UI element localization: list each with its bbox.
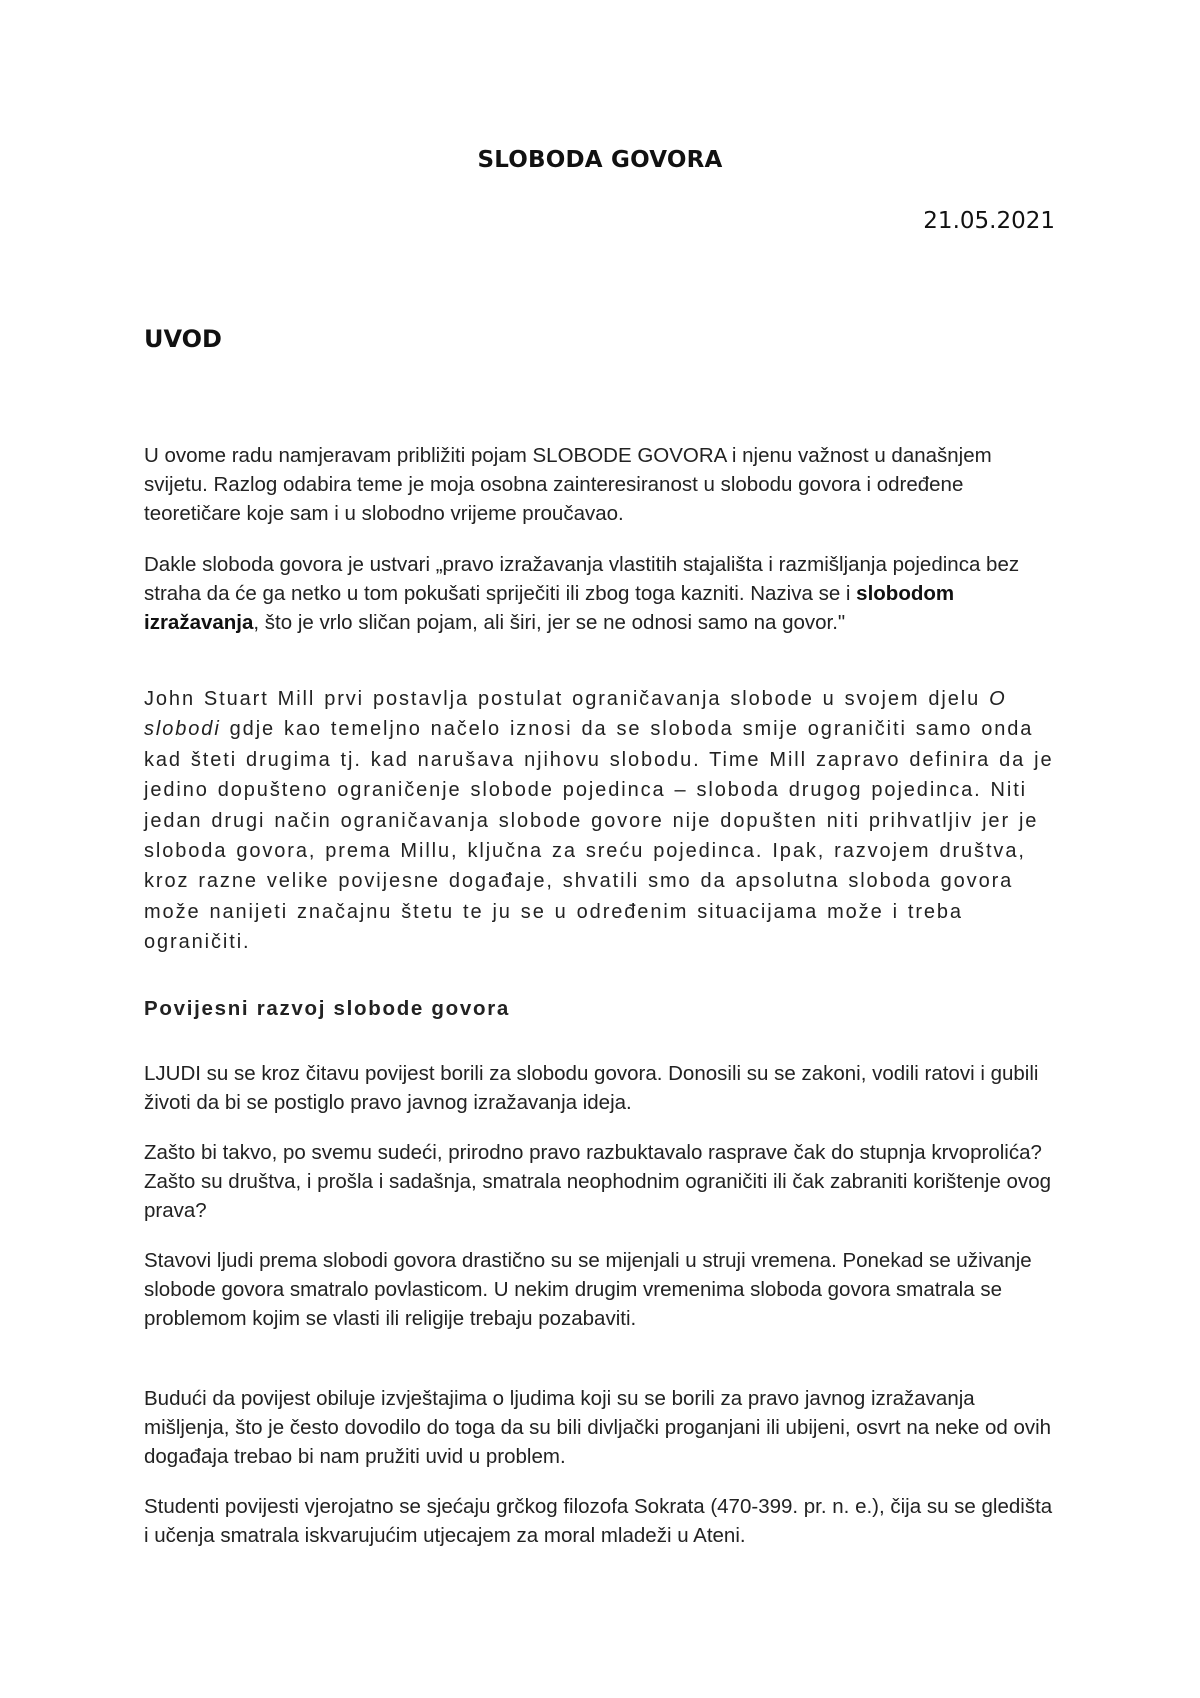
paragraph-definition-text-a: Dakle sloboda govora je ustvari „pravo izražavanja vlastitih stajališta i razmišljanja pojedinca bez straha da će ga netko u tom pokušati spriječiti ili zbog toga kazniti. Naziva se i — [144, 553, 1020, 605]
paragraph-history-2: Zašto bi takvo, po svemu sudeći, prirodno pravo razbuktavalo rasprave čak do stupnja krvoprolića? Zašto su društva, i prošla i sadašnja, smatrala neophodnim ograničiti ili čak zabraniti korištenje ovog prava? — [144, 1141, 1052, 1222]
paragraph-intro: U ovome radu namjeravam približiti pojam SLOBODE GOVORA i njenu važnost u današnjem svijetu. Razlog odabira teme je moja osobna zainteresiranost u slobodu govora i određene teoretičare koje sam i u slobodno vrijeme proučavao. — [144, 444, 992, 525]
paragraph-definition-text-b: , što je vrlo sličan pojam, ali širi, jer se ne odnosi samo na govor." — [253, 611, 846, 634]
paragraph-definition-bold: slobodom izražavanja — [144, 582, 955, 634]
paragraph-history-1: LJUDI su se kroz čitavu povijest borili za slobodu govora. Donosili su se zakoni, vodili ratovi i gubili životi da bi se postiglo pravo javnog izražavanja ideja. — [144, 1062, 1039, 1114]
paragraph-definition — [144, 550, 1056, 637]
paragraph-mill — [144, 684, 1056, 958]
paragraph-mill-text-a: John Stuart Mill prvi postavlja postulat ograničavanja slobode u svojem djelu — [144, 688, 990, 710]
section-heading-uvod: UVOD — [144, 325, 222, 353]
paragraph-mill-text-b: gdje kao temeljno načelo iznosi da se sloboda smije ograničiti samo onda kad šteti drugima tj. kad narušava njihovu slobodu. Time Mill zapravo definira da je jedino dopušteno ograničenje slobode pojedinca – sloboda drugog pojedinca. Niti jedan drugi način ograničavanja slobode govore nije dopušten niti prihvatljiv jer je sloboda govora, prema Millu, ključna za sreću pojedinca. Ipak, razvojem društva, kroz razne velike povijesne događaje, shvatili smo da apsolutna sloboda govora može nanijeti značajnu štetu te ju se u određenim situacijama može i treba ograničiti. — [144, 718, 1054, 954]
paragraph-history-3: Stavovi ljudi prema slobodi govora drastično su se mijenjali u struji vremena. Ponekad se uživanje slobode govora smatralo povlasticom. U nekim drugim vremenima sloboda govora smatrala se problemom kojim se vlasti ili religije trebaju pozabaviti. — [144, 1249, 1032, 1330]
document-title: SLOBODA GOVORA — [477, 147, 723, 173]
document-date: 21.05.2021 — [923, 208, 1055, 234]
paragraph-history-5: Studenti povijesti vjerojatno se sjećaju grčkog filozofa Sokrata (470-399. pr. n. e.), čija su se gledišta i učenja smatrala iskvarujućim utjecajem za moral mladeži u Ateni. — [144, 1495, 1053, 1547]
paragraph-mill-italic: O slobodi — [144, 688, 1007, 741]
paragraph-history-4: Budući da povijest obiluje izvještajima o ljudima koji su se borili za pravo javnog izražavanja mišljenja, što je često dovodilo do toga da su bili divljački proganjani ili ubijeni, osvrt na neke od ovih događaja trebao bi nam pružiti uvid u problem. — [144, 1387, 1052, 1468]
section-heading-history: Povijesni razvoj slobode govora — [144, 997, 510, 1020]
